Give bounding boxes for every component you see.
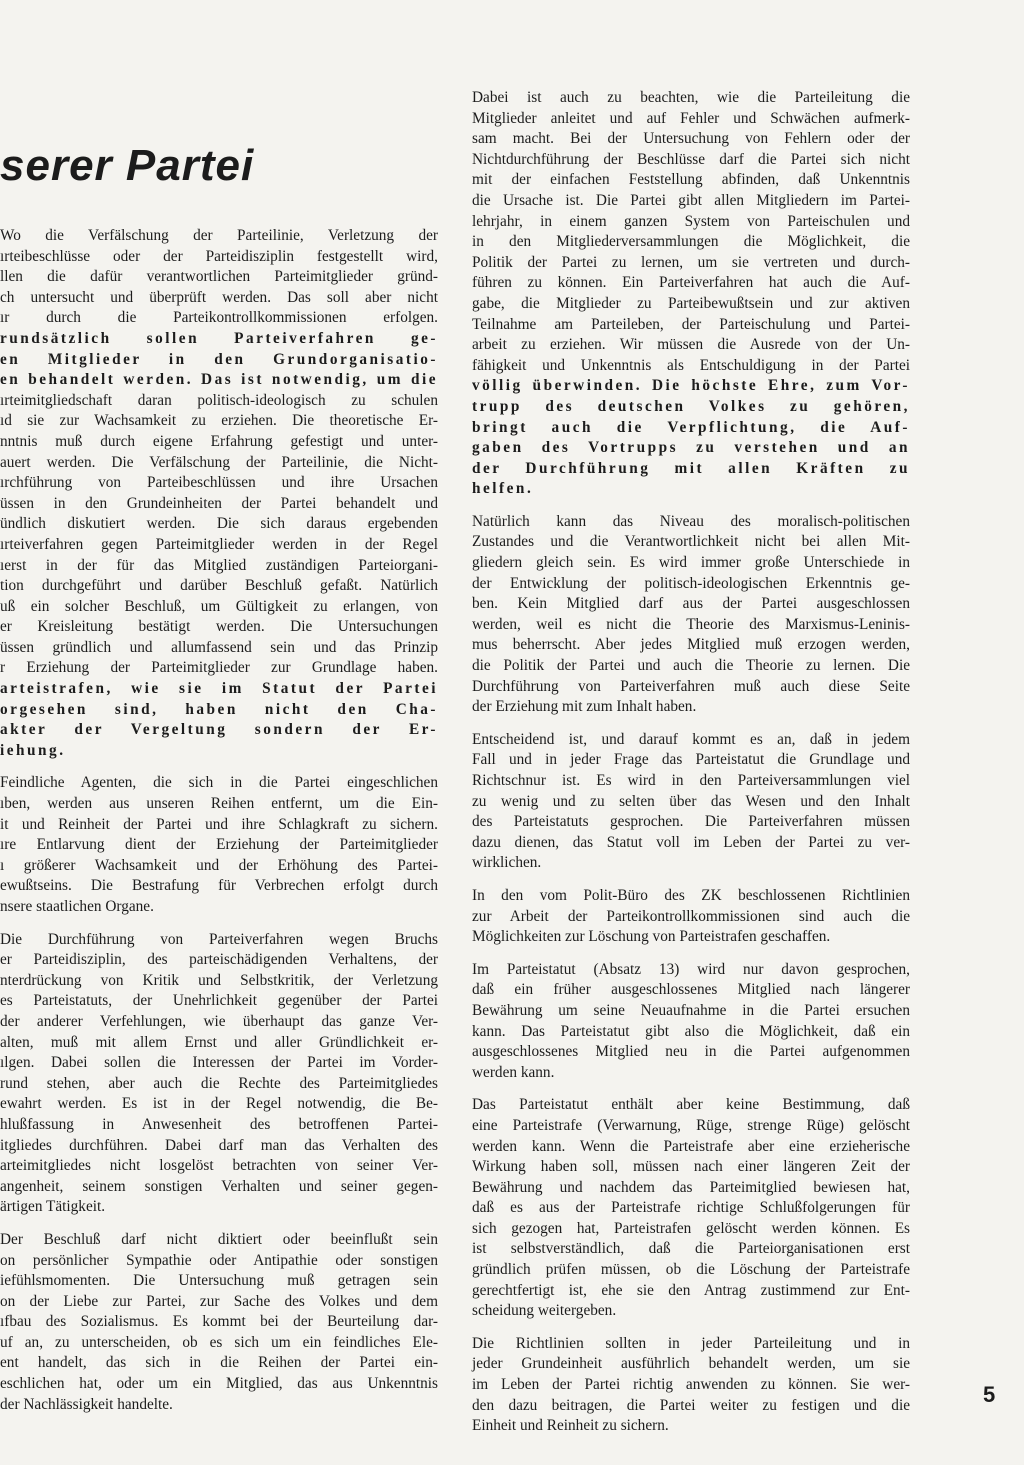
text-line: ırteimitgliedschaft daran politisch-ideologisch zu schulen <box>0 391 438 409</box>
text-line: mus beherrscht. Aber jedes Mitglied muß erzogen werden, <box>472 636 910 654</box>
text-line: ırteiverfahren gegen Parteimitglieder werden in der Regel <box>0 535 438 553</box>
paragraph <box>0 226 438 761</box>
text-line: er Kreisleitung bestätigt werden. Die Untersuchungen <box>0 618 438 636</box>
text-line: ırteibeschlüsse oder der Parteidisziplin festgestellt wird, <box>0 247 438 265</box>
text-line: uf an, zu unterscheiden, ob es sich um ein feindliches Ele- <box>0 1333 438 1351</box>
text-line: ırchführung von Parteibeschlüssen und ihre Ursachen <box>0 474 438 492</box>
text-line: ıerst in der für das Mitglied zuständigen Parteiorgani- <box>0 556 438 574</box>
text-line: den dazu beitragen, die Partei weiter zu festigen und die <box>472 1396 910 1414</box>
text-line: ündlich diskutiert werden. Die sich daraus ergebenden <box>0 515 438 533</box>
text-line: angenheit, seinem sonstigen Verhalten und seiner gegen- <box>0 1177 438 1195</box>
text-line: Zustandes und die Verantwortlichkeit nicht bei allen Mit- <box>472 533 910 551</box>
text-line: werden kann. Wenn die Parteistrafe aber eine erzieherische <box>472 1137 910 1155</box>
text-line: daß es aus der Parteistrafe richtige Schlußfolgerungen für <box>472 1199 910 1217</box>
text-line: In den vom Polit-Büro des ZK beschlossenen Richtlinien <box>472 886 910 904</box>
text-line: Durchführung von Parteiverfahren muß auch diese Seite <box>472 677 910 695</box>
text-line: it und Reinheit der Partei und ihre Schlagkraft zu sichern. <box>0 815 438 833</box>
text-line: ärtigen Tätigkeit. <box>0 1198 106 1216</box>
text-line: iefühlsmomenten. Die Untersuchung muß getragen sein <box>0 1272 438 1290</box>
text-line: die Politik der Partei und auch die Theorie zu lernen. Die <box>472 657 910 675</box>
paragraph <box>0 1230 438 1415</box>
text-line: en behandelt werden. Das ist notwendig, um die <box>0 371 438 389</box>
article-headline: serer Partei <box>0 141 255 190</box>
text-line: wirklichen. <box>472 854 542 872</box>
text-line: arbeit zu erziehen. Wir müssen die Ausrede von der Un- <box>472 336 910 354</box>
text-line: orgesehen sind, haben nicht den Cha- <box>0 700 438 718</box>
text-line: ıben, werden aus unseren Reihen entfernt, um die Ein- <box>0 795 438 813</box>
text-line: ausgeschlossenes Mitglied neu in die Partei aufgenommen <box>472 1043 910 1061</box>
text-line: in den Mitgliederversammlungen die Möglichkeit, die <box>472 233 910 251</box>
text-line: Die Durchführung von Parteiverfahren wegen Bruchs <box>0 930 438 948</box>
text-line: helfen. <box>472 480 534 498</box>
text-line: alten, muß mit allem Ernst und aller Gründlichkeit er- <box>0 1033 438 1051</box>
text-line: nsere staatlichen Organe. <box>0 898 154 915</box>
text-line: sam macht. Bei der Untersuchung von Fehlern oder der <box>472 130 910 148</box>
paragraph <box>472 512 910 718</box>
text-line: sich gezogen hat, Parteistrafen gelöscht werden können. Es <box>472 1219 910 1237</box>
text-line: Einheit und Reinheit zu sichern. <box>472 1417 669 1435</box>
text-line: gabe, die Mitglieder zu Parteibewußtsein und zur aktiven <box>472 294 910 312</box>
text-line: Entscheidend ist, und darauf kommt es an, daß in jedem <box>472 730 910 748</box>
text-line: Das Parteistatut enthält aber keine Bestimmung, daß <box>472 1096 910 1114</box>
text-line: bringt auch die Verpflichtung, die Auf- <box>472 418 910 436</box>
text-line: arteimitgliedes nicht losgelöst betrachten von seiner Ver- <box>0 1157 438 1175</box>
paragraph <box>472 1095 910 1322</box>
text-line: ewußtseins. Die Bestrafung für Verbrechen erfolgt durch <box>0 877 438 895</box>
text-line: nntnis muß durch eigene Erfahrung gefestigt und unter- <box>0 432 438 450</box>
text-line: ch untersucht und überprüft werden. Das soll aber nicht <box>0 288 438 306</box>
paragraph <box>472 1334 910 1437</box>
text-line: er Parteidisziplin, des parteischädigenden Verhaltens, der <box>0 951 438 969</box>
text-line: auert werden. Die Verfälschung der Parteilinie, die Nicht- <box>0 453 438 471</box>
paragraph <box>0 930 438 1218</box>
text-line: Teilnahme am Parteileben, der Parteischulung und Partei- <box>472 315 910 333</box>
page-number: 5 <box>983 1382 996 1407</box>
text-line: Bewährung um seine Neuaufnahme in die Partei ersuchen <box>472 1001 910 1019</box>
text-line: akter der Vergeltung sondern der Er- <box>0 721 438 739</box>
text-line: völlig überwinden. Die höchste Ehre, zum Vor- <box>472 377 910 395</box>
text-line: ılgen. Dabei sollen die Interessen der Partei im Vorder- <box>0 1054 438 1072</box>
text-line: daß ein früher ausgeschlossenes Mitglied nach längerer <box>472 981 910 999</box>
text-line: im Leben der Partei richtig anwenden zu können. Sie wer- <box>472 1376 910 1394</box>
text-line: Der Beschluß darf nicht diktiert oder beeinflußt sein <box>0 1230 438 1248</box>
text-line: werden, weil es nicht die Theorie des Marxismus-Leninis- <box>472 615 910 633</box>
text-line: en Mitglieder in den Grundorganisatio- <box>0 350 438 368</box>
text-line: hlußfassung in Anwesenheit des betroffenen Partei- <box>0 1115 438 1133</box>
text-line: on persönlicher Sympathie oder Antipathie oder sonstigen <box>0 1251 438 1269</box>
text-line: üssen in den Grundeinheiten der Partei behandelt und <box>0 494 438 512</box>
text-line: gerechtfertigt ist, ehe sie den Antrag zustimmend zur Ent- <box>472 1281 910 1299</box>
text-line: ıfbau des Sozialismus. Es kommt bei der Beurteilung dar- <box>0 1313 438 1331</box>
text-line: ı größerer Wachsamkeit und der Erhöhung des Partei- <box>0 856 438 874</box>
text-line: tion durchgeführt und darüber Beschluß gefaßt. Natürlich <box>0 577 438 595</box>
text-line: Feindliche Agenten, die sich in die Partei eingeschlichen <box>0 774 438 792</box>
text-line: rundsätzlich sollen Parteiverfahren ge- <box>0 329 438 347</box>
text-line: nterdrückung von Kritik und Selbstkritik, der Verletzung <box>0 971 438 989</box>
text-line: mit der einfachen Feststellung abfinden, daß Unkenntnis <box>472 171 910 189</box>
text-line: ıd sie zur Wachsamkeit zu erziehen. Die theoretische Er- <box>0 412 438 430</box>
text-line: die Ursache ist. Die Partei gibt allen Mitgliedern im Partei- <box>472 191 910 209</box>
paragraph <box>0 773 438 917</box>
text-line: üssen gründlich und allumfassend sein und das Prinzip <box>0 638 438 656</box>
text-line: werden kann. <box>472 1063 555 1081</box>
text-line: des Parteistatuts gesprochen. Die Parteiverfahren müssen <box>472 813 910 831</box>
text-line: der Durchführung mit allen Kräften zu <box>472 459 910 477</box>
text-line: lehrjahr, in einem ganzen System von Parteischulen und <box>472 212 910 230</box>
text-line: der Erziehung mit zum Inhalt haben. <box>472 698 697 716</box>
text-line: Fall und in jeder Frage das Parteistatut die Grundlage und <box>472 751 910 769</box>
text-line: Nichtdurchführung der Beschlüsse darf die Partei sich nicht <box>472 150 910 168</box>
text-line: Möglichkeiten zur Löschung von Parteistrafen geschaffen. <box>472 928 831 946</box>
text-line: iehung. <box>0 741 66 759</box>
text-line: Die Richtlinien sollten in jeder Parteileitung und in <box>472 1334 910 1352</box>
text-line: gaben des Vortrupps zu verstehen und an <box>472 439 910 457</box>
text-line: gründlich prüfen müssen, ob die Löschung der Parteistrafe <box>472 1261 910 1279</box>
text-line: uß ein solcher Beschluß, um Gültigkeit zu erlangen, von <box>0 597 438 615</box>
text-line: der anderer Verfehlungen, wie überhaupt das ganze Ver- <box>0 1012 438 1030</box>
text-line: Politik der Partei zu lernen, um sie vertreten und durch- <box>472 253 910 271</box>
text-line: rund stehen, aber auch die Rechte des Parteimitgliedes <box>0 1074 438 1092</box>
text-line: trupp des deutschen Volkes zu gehören, <box>472 397 910 415</box>
text-line: ist selbstverständlich, daß die Parteiorganisationen erst <box>472 1240 910 1258</box>
text-line: Wirkung haben soll, müssen nach einer längeren Zeit der <box>472 1158 910 1176</box>
text-line: arteistrafen, wie sie im Statut der Partei <box>0 680 438 698</box>
paragraph <box>472 886 910 948</box>
left-text-column <box>0 226 438 1427</box>
text-line: ıre Entlarvung dient der Erziehung der Parteimitglieder <box>0 836 438 854</box>
text-line: gliedern gleich sein. Es wird immer große Unterschiede in <box>472 554 910 572</box>
text-line: itgliedes durchführen. Dabei darf man das Verhalten des <box>0 1136 438 1154</box>
text-line: Wo die Verfälschung der Parteilinie, Verletzung der <box>0 227 438 244</box>
text-line: r Erziehung der Parteimitglieder zur Grundlage haben. <box>0 659 438 677</box>
text-line: dazu dienen, das Statut voll im Leben der Partei zu ver- <box>472 833 910 851</box>
text-line: scheidung weitergeben. <box>472 1302 617 1320</box>
text-line: Im Parteistatut (Absatz 13) wird nur davon gesprochen, <box>472 960 910 978</box>
text-line: Dabei ist auch zu beachten, wie die Parteileitung die <box>472 89 910 106</box>
text-line: Richtschnur ist. Es wird in den Parteiversammlungen viel <box>472 772 910 789</box>
text-line: fähigkeit und Unkenntnis als Entschuldigung in der Partei <box>472 356 910 374</box>
paragraph <box>472 960 910 1084</box>
text-line: llen die dafür verantwortlichen Parteimitglieder gründ- <box>0 268 438 286</box>
paragraph <box>472 730 910 874</box>
text-line: eine Parteistrafe (Verwarnung, Rüge, strenge Rüge) gelöscht <box>472 1116 910 1134</box>
text-line: ben. Kein Mitglied darf aus der Partei ausgeschlossen <box>472 595 910 613</box>
text-line: jeder Grundeinheit ausführlich behandelt werden, um sie <box>472 1355 910 1373</box>
text-line: der Entwicklung der politisch-ideologischen Erkenntnis ge- <box>472 574 910 592</box>
text-line: ent handelt, das sich in die Reihen der Partei ein- <box>0 1354 438 1372</box>
text-line: Mitglieder anleitet und auf Fehler und Schwächen aufmerk- <box>472 109 910 127</box>
right-text-column <box>472 88 910 1449</box>
text-line: ır durch die Parteikontrollkommissionen erfolgen. <box>0 309 438 327</box>
text-line: Bewährung und nachdem das Parteimitglied bewiesen hat, <box>472 1178 910 1196</box>
text-line: kann. Das Parteistatut gibt also die Möglichkeit, daß ein <box>472 1022 910 1040</box>
text-line: es Parteistatuts, der Unehrlichkeit gegenüber der Partei <box>0 992 438 1010</box>
text-line: zu wenig und zu selten über das Wesen und den Inhalt <box>472 792 910 810</box>
text-line: Natürlich kann das Niveau des moralisch-politischen <box>472 512 910 530</box>
text-line: eschlichen hat, oder um ein Mitglied, das aus Unkenntnis <box>0 1375 438 1393</box>
text-line: ewahrt werden. Es ist in der Regel notwendig, die Be- <box>0 1095 438 1113</box>
paragraph <box>472 88 910 500</box>
text-line: zur Arbeit der Parteikontrollkommissionen sind auch die <box>472 907 910 925</box>
text-line: der Nachlässigkeit handelte. <box>0 1395 173 1413</box>
text-line: on der Liebe zur Partei, zur Sache des Volkes und dem <box>0 1292 438 1310</box>
text-line: führen zu können. Ein Parteiverfahren hat auch die Auf- <box>472 274 910 292</box>
